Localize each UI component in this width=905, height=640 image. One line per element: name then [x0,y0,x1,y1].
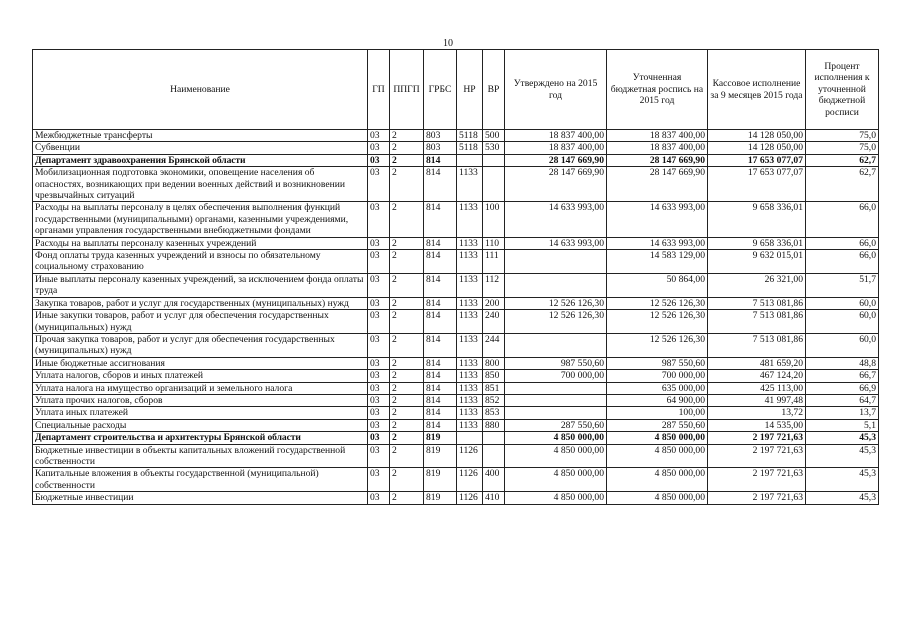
cell-approved [505,382,607,394]
cell-np: 1126 [457,444,483,468]
cell-percent: 62,7 [806,167,879,202]
cell-grbs: 814 [424,202,457,237]
cell-percent: 51,7 [806,273,879,297]
cell-grbs: 819 [424,432,457,444]
cell-ppgp: 2 [390,468,424,492]
page-number: 10 [443,38,453,49]
cell-np [457,432,483,444]
cell-grbs: 819 [424,468,457,492]
cell-refined: 700 000,00 [607,370,708,382]
cell-grbs: 814 [424,370,457,382]
cell-vr: 100 [483,202,505,237]
cell-ppgp: 2 [390,357,424,369]
cell-cash: 41 997,48 [708,394,806,406]
cell-gp: 03 [368,394,390,406]
cell-refined: 4 850 000,00 [607,492,708,504]
cell-cash: 9 658 336,01 [708,202,806,237]
table-row [33,370,879,382]
cell-percent: 45,3 [806,444,879,468]
cell-percent: 75,0 [806,130,879,142]
cell-name: Межбюджетные трансферты [33,130,368,142]
cell-gp: 03 [368,310,390,334]
cell-name: Бюджетные инвестиции в объекты капитальных вложений государственной собственности [33,444,368,468]
cell-percent: 66,0 [806,237,879,249]
cell-gp: 03 [368,432,390,444]
cell-vr: 530 [483,142,505,154]
cell-refined: 50 864,00 [607,273,708,297]
cell-np: 1133 [457,407,483,419]
cell-refined: 4 850 000,00 [607,432,708,444]
cell-cash: 9 632 015,01 [708,250,806,274]
cell-grbs: 814 [424,407,457,419]
cell-vr [483,154,505,166]
cell-grbs: 814 [424,154,457,166]
cell-np: 1126 [457,468,483,492]
cell-gp: 03 [368,468,390,492]
cell-vr: 850 [483,370,505,382]
cell-cash: 14 128 050,00 [708,130,806,142]
cell-ppgp: 2 [390,382,424,394]
cell-vr: 112 [483,273,505,297]
cell-cash: 2 197 721,63 [708,468,806,492]
cell-approved: 4 850 000,00 [505,492,607,504]
header-cash: Кассовое исполнение за 9 месяцев 2015 года [708,50,806,130]
table-row [33,407,879,419]
cell-grbs: 814 [424,237,457,249]
table-row [33,468,879,492]
cell-grbs: 814 [424,333,457,357]
cell-ppgp: 2 [390,154,424,166]
cell-cash: 2 197 721,63 [708,432,806,444]
table-row [33,250,879,274]
table-row [33,237,879,249]
cell-gp: 03 [368,142,390,154]
cell-vr: 853 [483,407,505,419]
cell-name: Департамент здравоохранения Брянской области [33,154,368,166]
cell-refined: 18 837 400,00 [607,130,708,142]
table-row [33,419,879,431]
cell-vr: 852 [483,394,505,406]
cell-cash: 13,72 [708,407,806,419]
cell-gp: 03 [368,370,390,382]
cell-np: 5118 [457,130,483,142]
cell-percent: 66,0 [806,250,879,274]
cell-gp: 03 [368,444,390,468]
cell-np: 1133 [457,357,483,369]
cell-ppgp: 2 [390,432,424,444]
cell-grbs: 814 [424,419,457,431]
cell-approved: 4 850 000,00 [505,432,607,444]
cell-np [457,154,483,166]
header-refined: Уточненная бюджетная роспись на 2015 год [607,50,708,130]
cell-ppgp: 2 [390,250,424,274]
cell-gp: 03 [368,407,390,419]
cell-ppgp: 2 [390,167,424,202]
cell-refined: 14 633 993,00 [607,237,708,249]
cell-ppgp: 2 [390,419,424,431]
cell-np: 1133 [457,202,483,237]
cell-vr: 200 [483,297,505,309]
cell-gp: 03 [368,492,390,504]
cell-vr: 500 [483,130,505,142]
cell-percent: 45,3 [806,432,879,444]
cell-grbs: 803 [424,130,457,142]
cell-name: Департамент строительства и архитектуры Брянской области [33,432,368,444]
cell-refined: 635 000,00 [607,382,708,394]
cell-name: Закупка товаров, работ и услуг для государственных (муниципальных) нужд [33,297,368,309]
cell-ppgp: 2 [390,333,424,357]
cell-np: 1133 [457,250,483,274]
cell-cash: 7 513 081,86 [708,333,806,357]
table-row [33,167,879,202]
cell-np: 1133 [457,167,483,202]
cell-grbs: 814 [424,167,457,202]
cell-approved: 12 526 126,30 [505,310,607,334]
table-row [33,492,879,504]
cell-vr: 240 [483,310,505,334]
budget-table [32,49,879,505]
cell-ppgp: 2 [390,370,424,382]
table-header-row [33,50,879,130]
cell-refined: 4 850 000,00 [607,444,708,468]
cell-refined: 100,00 [607,407,708,419]
cell-ppgp: 2 [390,492,424,504]
cell-grbs: 814 [424,357,457,369]
cell-grbs: 814 [424,394,457,406]
cell-name: Капитальные вложения в объекты государственной (муниципальной) собственности [33,468,368,492]
cell-percent: 66,9 [806,382,879,394]
cell-np: 1133 [457,382,483,394]
cell-grbs: 814 [424,273,457,297]
cell-name: Уплата налога на имущество организаций и земельного налога [33,382,368,394]
header-np: НР [457,50,483,130]
cell-ppgp: 2 [390,237,424,249]
cell-gp: 03 [368,167,390,202]
cell-cash: 17 653 077,07 [708,167,806,202]
cell-cash: 2 197 721,63 [708,492,806,504]
cell-gp: 03 [368,273,390,297]
cell-name: Иные закупки товаров, работ и услуг для обеспечения государственных (муниципальных) нужд [33,310,368,334]
cell-name: Иные бюджетные ассигнования [33,357,368,369]
cell-approved: 28 147 669,90 [505,167,607,202]
cell-cash: 2 197 721,63 [708,444,806,468]
cell-cash: 425 113,00 [708,382,806,394]
cell-cash: 26 321,00 [708,273,806,297]
cell-grbs: 803 [424,142,457,154]
table-row [33,297,879,309]
cell-cash: 481 659,20 [708,357,806,369]
cell-ppgp: 2 [390,130,424,142]
cell-approved: 700 000,00 [505,370,607,382]
cell-gp: 03 [368,130,390,142]
cell-refined: 4 850 000,00 [607,468,708,492]
cell-gp: 03 [368,333,390,357]
cell-gp: 03 [368,297,390,309]
table-row [33,142,879,154]
table-row [33,310,879,334]
cell-refined: 18 837 400,00 [607,142,708,154]
header-percent: Процент исполнения к уточненной бюджетной росписи [806,50,879,130]
cell-np: 1133 [457,370,483,382]
cell-np: 1133 [457,333,483,357]
cell-cash: 14 535,00 [708,419,806,431]
table-row [33,273,879,297]
table-row [33,154,879,166]
header-name: Наименование [33,50,368,130]
cell-percent: 66,7 [806,370,879,382]
cell-approved: 987 550,60 [505,357,607,369]
cell-vr: 400 [483,468,505,492]
cell-np: 1133 [457,394,483,406]
cell-percent: 60,0 [806,333,879,357]
table-row [33,432,879,444]
cell-name: Специальные расходы [33,419,368,431]
cell-refined: 12 526 126,30 [607,333,708,357]
cell-refined: 12 526 126,30 [607,297,708,309]
cell-percent: 5,1 [806,419,879,431]
cell-vr: 800 [483,357,505,369]
cell-name: Расходы на выплаты персоналу казенных учреждений [33,237,368,249]
header-approved: Утверждено на 2015 год [505,50,607,130]
cell-cash: 7 513 081,86 [708,310,806,334]
cell-np: 5118 [457,142,483,154]
cell-approved [505,407,607,419]
cell-approved: 18 837 400,00 [505,130,607,142]
table-row [33,357,879,369]
cell-refined: 14 633 993,00 [607,202,708,237]
cell-gp: 03 [368,357,390,369]
cell-ppgp: 2 [390,394,424,406]
cell-gp: 03 [368,202,390,237]
cell-grbs: 814 [424,382,457,394]
cell-ppgp: 2 [390,297,424,309]
cell-gp: 03 [368,250,390,274]
cell-percent: 62,7 [806,154,879,166]
cell-percent: 45,3 [806,492,879,504]
cell-grbs: 814 [424,250,457,274]
cell-cash: 467 124,20 [708,370,806,382]
cell-grbs: 819 [424,492,457,504]
cell-name: Расходы на выплаты персоналу в целях обеспечения выполнения функций государственными (муниципальными) органами, казенными учреждениями, органами управления государственными внебюджетными фондами [33,202,368,237]
cell-refined: 287 550,60 [607,419,708,431]
table-row [33,444,879,468]
cell-cash: 9 658 336,01 [708,237,806,249]
cell-name: Фонд оплаты труда казенных учреждений и взносы по обязательному социальному страхованию [33,250,368,274]
cell-np: 1133 [457,237,483,249]
cell-vr: 110 [483,237,505,249]
cell-name: Субвенции [33,142,368,154]
cell-approved: 14 633 993,00 [505,202,607,237]
cell-vr: 851 [483,382,505,394]
cell-name: Иные выплаты персоналу казенных учреждений, за исключением фонда оплаты труда [33,273,368,297]
cell-ppgp: 2 [390,407,424,419]
cell-cash: 14 128 050,00 [708,142,806,154]
cell-np: 1133 [457,310,483,334]
cell-approved: 4 850 000,00 [505,468,607,492]
cell-refined: 987 550,60 [607,357,708,369]
cell-name: Бюджетные инвестиции [33,492,368,504]
cell-np: 1133 [457,419,483,431]
cell-np: 1133 [457,273,483,297]
cell-approved: 12 526 126,30 [505,297,607,309]
cell-name: Уплата налогов, сборов и иных платежей [33,370,368,382]
cell-grbs: 819 [424,444,457,468]
cell-vr [483,167,505,202]
cell-vr [483,432,505,444]
cell-percent: 64,7 [806,394,879,406]
cell-refined: 12 526 126,30 [607,310,708,334]
cell-approved: 18 837 400,00 [505,142,607,154]
cell-refined: 28 147 669,90 [607,154,708,166]
table-row [33,202,879,237]
cell-approved [505,394,607,406]
cell-np: 1126 [457,492,483,504]
table-row [33,333,879,357]
header-ppgp: ППГП [390,50,424,130]
cell-approved: 28 147 669,90 [505,154,607,166]
cell-vr [483,444,505,468]
cell-grbs: 814 [424,310,457,334]
cell-gp: 03 [368,237,390,249]
cell-gp: 03 [368,154,390,166]
cell-name: Уплата прочих налогов, сборов [33,394,368,406]
cell-approved [505,250,607,274]
cell-refined: 14 583 129,00 [607,250,708,274]
cell-vr: 880 [483,419,505,431]
cell-refined: 28 147 669,90 [607,167,708,202]
cell-cash: 17 653 077,07 [708,154,806,166]
table-row [33,382,879,394]
header-grbs: ГРБС [424,50,457,130]
cell-ppgp: 2 [390,202,424,237]
header-vr: ВР [483,50,505,130]
table-row [33,130,879,142]
cell-vr: 111 [483,250,505,274]
cell-approved [505,273,607,297]
cell-ppgp: 2 [390,273,424,297]
cell-vr: 410 [483,492,505,504]
cell-refined: 64 900,00 [607,394,708,406]
cell-approved [505,333,607,357]
cell-ppgp: 2 [390,310,424,334]
cell-percent: 48,8 [806,357,879,369]
cell-name: Уплата иных платежей [33,407,368,419]
cell-grbs: 814 [424,297,457,309]
cell-percent: 45,3 [806,468,879,492]
cell-approved: 4 850 000,00 [505,444,607,468]
cell-np: 1133 [457,297,483,309]
cell-gp: 03 [368,419,390,431]
cell-percent: 66,0 [806,202,879,237]
cell-vr: 244 [483,333,505,357]
cell-percent: 60,0 [806,297,879,309]
table-row [33,394,879,406]
cell-percent: 75,0 [806,142,879,154]
cell-approved: 287 550,60 [505,419,607,431]
cell-percent: 13,7 [806,407,879,419]
header-gp: ГП [368,50,390,130]
cell-approved: 14 633 993,00 [505,237,607,249]
cell-name: Прочая закупка товаров, работ и услуг для обеспечения государственных (муниципальных) нужд [33,333,368,357]
cell-gp: 03 [368,382,390,394]
cell-cash: 7 513 081,86 [708,297,806,309]
cell-percent: 60,0 [806,310,879,334]
cell-ppgp: 2 [390,444,424,468]
cell-name: Мобилизационная подготовка экономики, оповещение населения об опасностях, возникающих при ведении военных действий и возникновении чрезвычайных ситуаций [33,167,368,202]
cell-ppgp: 2 [390,142,424,154]
